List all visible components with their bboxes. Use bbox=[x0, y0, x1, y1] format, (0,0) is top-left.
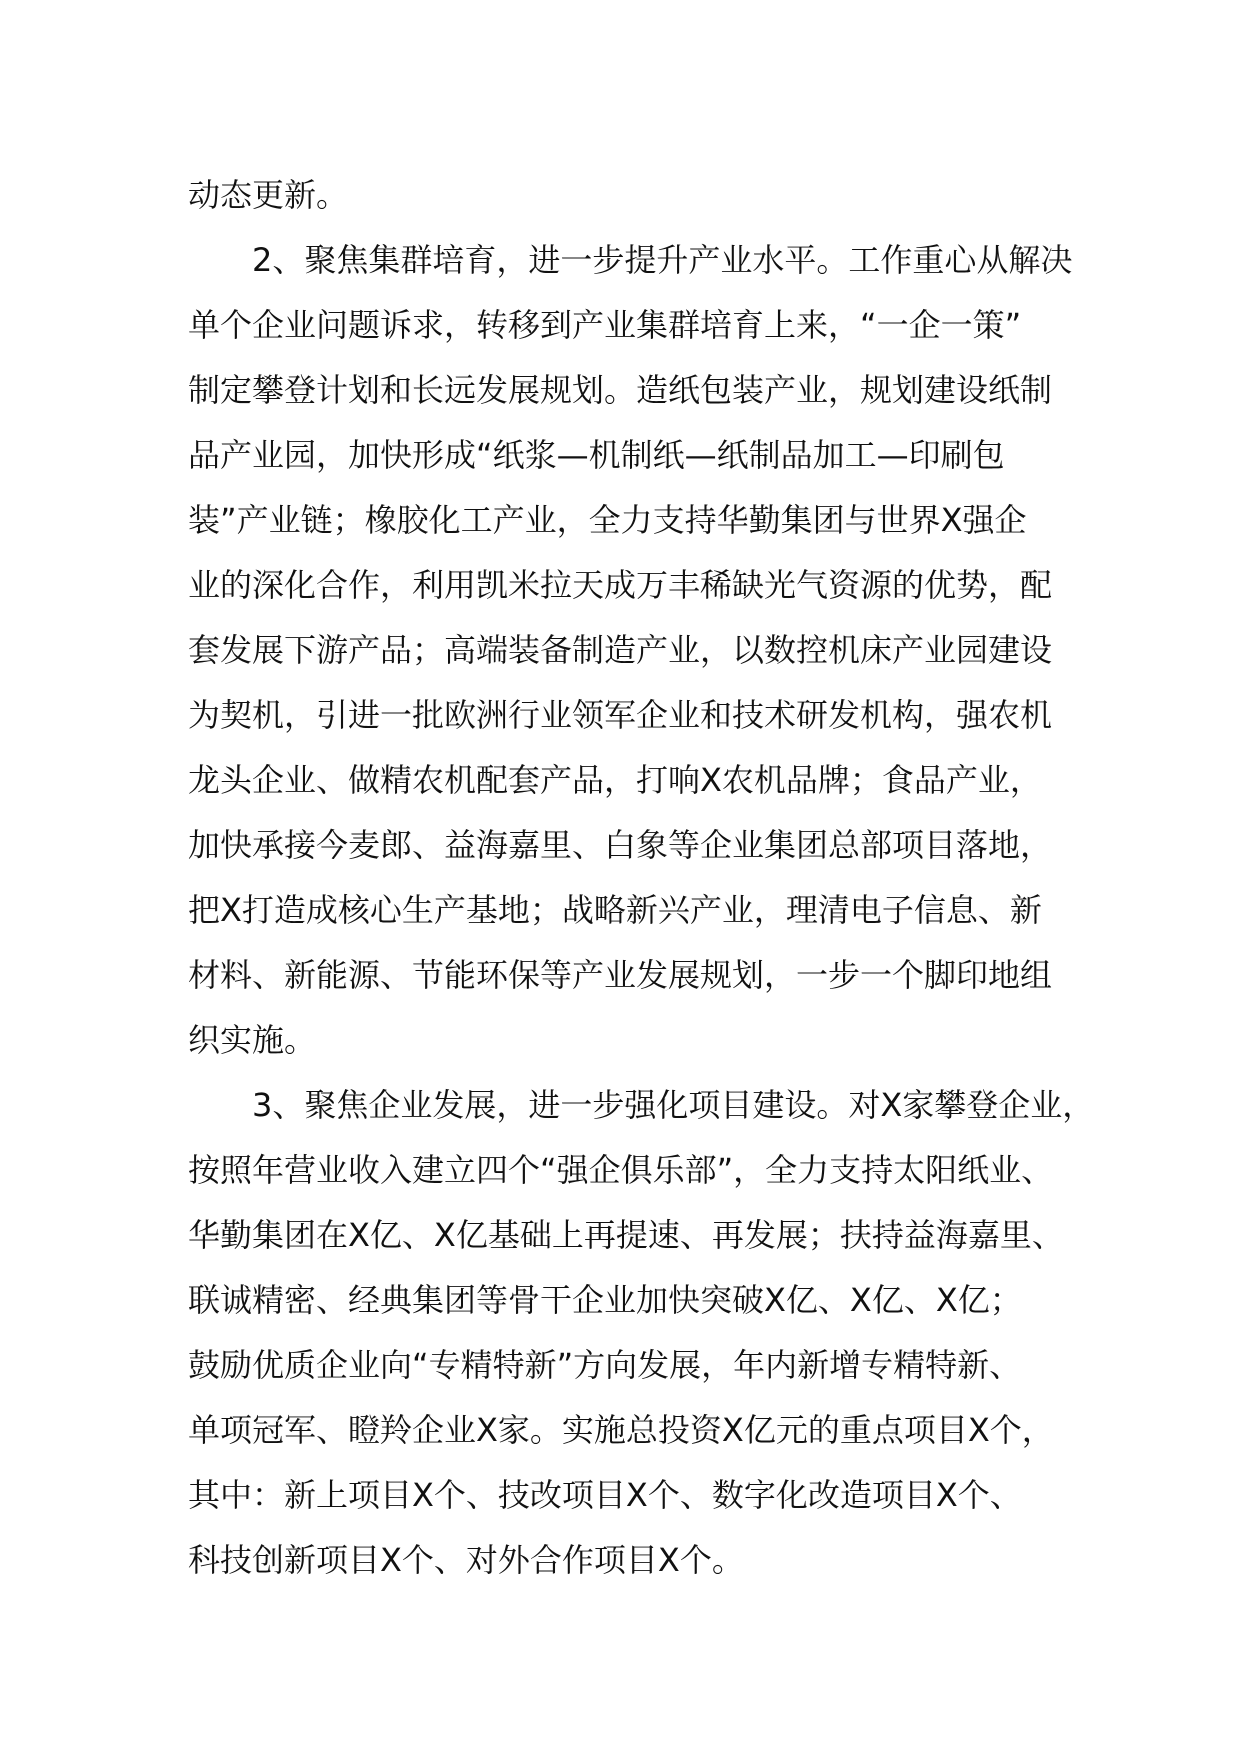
text-line: 套发展下游产品；高端装备制造产业，以数控机床产业园建设 bbox=[188, 631, 1053, 669]
text-line: 科技创新项目X个、对外合作项目X个。 bbox=[188, 1541, 744, 1579]
text-line: 把X打造成核心生产基地；战略新兴产业，理清电子信息、新 bbox=[188, 891, 1042, 929]
document-body bbox=[188, 163, 1095, 1593]
text-line: 材料、新能源、节能环保等产业发展规划，一步一个脚印地组 bbox=[188, 956, 1053, 994]
paragraph-item-3 bbox=[188, 1073, 1095, 1593]
text-line: 其中：新上项目X个、技改项目X个、数字化改造项目X个、 bbox=[188, 1476, 1022, 1514]
text-line: 3、聚焦企业发展，进一步强化项目建设。对X家攀登企业， bbox=[252, 1086, 1095, 1124]
text-line: 联诚精密、经典集团等骨干企业加快突破X亿、X亿、X亿； bbox=[188, 1281, 1022, 1319]
text-line: 装”产业链；橡胶化工产业，全力支持华勤集团与世界X强企 bbox=[188, 501, 1027, 539]
text-line: 品产业园，加快形成“纸浆—机制纸—纸制品加工—印刷包 bbox=[188, 436, 1005, 474]
text-line: 织实施。 bbox=[188, 1021, 317, 1059]
text-line: 2、聚焦集群培育，进一步提升产业水平。工作重心从解决 bbox=[252, 241, 1073, 279]
text-line: 华勤集团在X亿、X亿基础上再提速、再发展；扶持益海嘉里、 bbox=[188, 1216, 1064, 1254]
paragraph-item-2 bbox=[188, 228, 1088, 1073]
text-line: 单项冠军、瞪羚企业X家。实施总投资X亿元的重点项目X个， bbox=[188, 1411, 1054, 1449]
text-line: 龙头企业、做精农机配套产品，打响X农机品牌；食品产业， bbox=[188, 761, 1042, 799]
text-line: 制定攀登计划和长远发展规划。造纸包装产业，规划建设纸制 bbox=[188, 371, 1053, 409]
text-line: 为契机，引进一批欧洲行业领军企业和技术研发机构，强农机 bbox=[188, 696, 1053, 734]
text-line: 鼓励优质企业向“专精特新”方向发展，年内新增专精特新、 bbox=[188, 1346, 1022, 1384]
text-line: 单个企业问题诉求，转移到产业集群培育上来，“一企一策” bbox=[188, 306, 1022, 344]
text-line: 业的深化合作，利用凯米拉天成万丰稀缺光气资源的优势，配 bbox=[188, 566, 1053, 604]
paragraph-continuation bbox=[188, 163, 1088, 228]
text-line: 动态更新。 bbox=[188, 176, 349, 214]
text-line: 按照年营业收入建立四个“强企俱乐部”，全力支持太阳纸业、 bbox=[188, 1151, 1054, 1189]
text-line: 加快承接今麦郎、益海嘉里、白象等企业集团总部项目落地， bbox=[188, 826, 1053, 864]
